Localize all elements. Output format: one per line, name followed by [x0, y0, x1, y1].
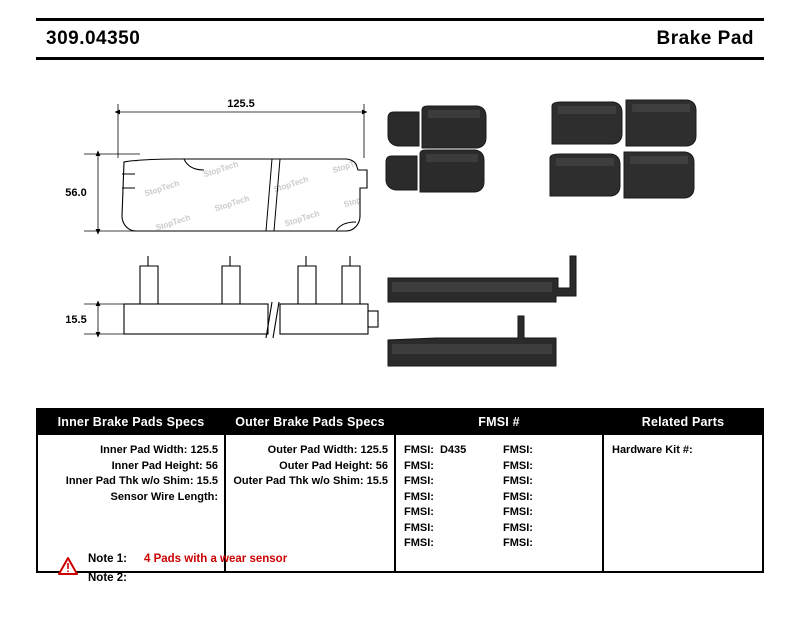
- inner-pad-thickness-value: 15.5: [196, 475, 218, 487]
- fmsi-value: [533, 537, 539, 549]
- inner-pad-height-label: Inner Pad Height:: [111, 459, 203, 472]
- related-parts-title: Related Parts: [604, 410, 762, 435]
- outer-pad-height-value: 56: [375, 459, 388, 472]
- fmsi-left-column: [404, 443, 503, 552]
- note-1-text: 4 Pads with a wear sensor: [144, 553, 288, 565]
- pad-photo-front-inner: [386, 106, 486, 192]
- spec-row: [38, 490, 224, 506]
- fmsi-label: FMSI:: [404, 459, 434, 472]
- fmsi-label: FMSI:: [404, 506, 434, 518]
- warning-icon: [58, 557, 78, 575]
- fmsi-entry: [503, 505, 602, 521]
- technical-drawing: [36, 66, 764, 396]
- sensor-wire-length-label: Sensor Wire Length:: [110, 490, 218, 503]
- spec-row: [38, 474, 224, 490]
- fmsi-value: [533, 444, 539, 456]
- outer-pad-thickness-label: Outer Pad Thk w/o Shim:: [233, 475, 364, 487]
- outer-pad-height-label: Outer Pad Height:: [279, 459, 373, 472]
- note-2: [88, 569, 287, 588]
- fmsi-label: FMSI:: [404, 444, 434, 456]
- fmsi-value: [434, 475, 440, 487]
- notes-section: [88, 550, 287, 588]
- outer-pad-width-label: Outer Pad Width:: [267, 444, 358, 456]
- pad-photo-side-top-face: [392, 282, 552, 292]
- fmsi-value: [533, 460, 539, 472]
- fmsi-entry: [503, 521, 602, 537]
- fmsi-entry: [404, 490, 503, 506]
- inner-pad-spec-title: Inner Brake Pads Specs: [38, 410, 224, 435]
- spec-row: [226, 474, 394, 490]
- fmsi-entry: [503, 490, 602, 506]
- spec-tables: [36, 408, 764, 573]
- inner-pad-width-value: 125.5: [190, 444, 218, 456]
- hardware-kit-label: Hardware Kit #:: [612, 444, 693, 456]
- spec-row: [38, 443, 224, 459]
- note-2-label: Note 2:: [88, 572, 127, 584]
- fmsi-value: [434, 522, 440, 534]
- fmsi-value: [533, 475, 539, 487]
- fmsi-value: [533, 491, 539, 503]
- fmsi-entry: [404, 521, 503, 537]
- fmsi-label: FMSI:: [503, 444, 533, 456]
- fmsi-right-column: [503, 443, 602, 552]
- fmsi-value: [434, 537, 440, 549]
- fmsi-entry: [503, 536, 602, 552]
- fmsi-entry: [404, 459, 503, 475]
- fmsi-label: FMSI:: [404, 537, 434, 549]
- pad-photo-front-outer: [550, 100, 696, 198]
- fmsi-label: FMSI:: [503, 537, 533, 549]
- inner-pad-thickness-label: Inner Pad Thk w/o Shim:: [65, 475, 194, 487]
- pad-photo-side-top: [388, 256, 576, 302]
- fmsi-entry: [404, 443, 503, 459]
- fmsi-value: [533, 522, 539, 534]
- pad-side-profile: [124, 304, 378, 334]
- svg-text:125.5: 125.5: [227, 98, 255, 110]
- fmsi-entry: [503, 459, 602, 475]
- fmsi-label: FMSI:: [503, 490, 533, 503]
- fmsi-entry: [404, 505, 503, 521]
- fmsi-value: [434, 506, 440, 518]
- document-type: Brake Pad: [656, 28, 754, 49]
- fmsi-body: [396, 435, 602, 571]
- fmsi-value: [434, 460, 440, 472]
- note-1-label: Note 1:: [88, 553, 127, 565]
- outer-pad-spec-column: [226, 410, 396, 571]
- pad-photo-side-bottom: [388, 316, 556, 366]
- fmsi-label: FMSI:: [404, 490, 434, 503]
- fmsi-column: [396, 410, 604, 571]
- inner-pad-spec-column: [38, 410, 226, 571]
- fmsi-entry: [503, 443, 602, 459]
- fmsi-entry: [404, 474, 503, 490]
- fmsi-value: [533, 506, 539, 518]
- fmsi-title: FMSI #: [396, 410, 602, 435]
- related-parts-body: [604, 435, 762, 571]
- fmsi-value: D435: [439, 444, 467, 456]
- dimension-width: [118, 104, 364, 158]
- document-header: [36, 18, 764, 60]
- hardware-kit-row: [604, 443, 762, 459]
- fmsi-entry: [404, 536, 503, 552]
- spec-row: [38, 459, 224, 475]
- fmsi-label: FMSI:: [503, 459, 533, 472]
- inner-pad-width-label: Inner Pad Width:: [100, 444, 188, 456]
- fmsi-value: [434, 491, 440, 503]
- spec-row: [226, 443, 394, 459]
- fmsi-label: FMSI:: [404, 475, 434, 487]
- note-1: [88, 550, 287, 569]
- outer-pad-spec-title: Outer Brake Pads Specs: [226, 410, 394, 435]
- fmsi-label: FMSI:: [503, 475, 533, 487]
- inner-pad-height-value: 56: [205, 459, 218, 472]
- fmsi-entry: [503, 474, 602, 490]
- part-number: 309.04350: [46, 28, 141, 49]
- fmsi-label: FMSI:: [503, 506, 533, 518]
- pad-photo-side-bottom-face: [392, 344, 552, 354]
- fmsi-label: FMSI:: [404, 521, 434, 534]
- svg-text:15.5: 15.5: [65, 314, 87, 326]
- fmsi-label: FMSI:: [503, 521, 533, 534]
- pad-face-outline: [122, 159, 367, 231]
- related-parts-column: [604, 410, 762, 571]
- outer-pad-width-value: 125.5: [360, 444, 388, 456]
- svg-text:56.0: 56.0: [65, 187, 87, 199]
- spec-row: [226, 459, 394, 475]
- outer-pad-thickness-value: 15.5: [366, 475, 388, 487]
